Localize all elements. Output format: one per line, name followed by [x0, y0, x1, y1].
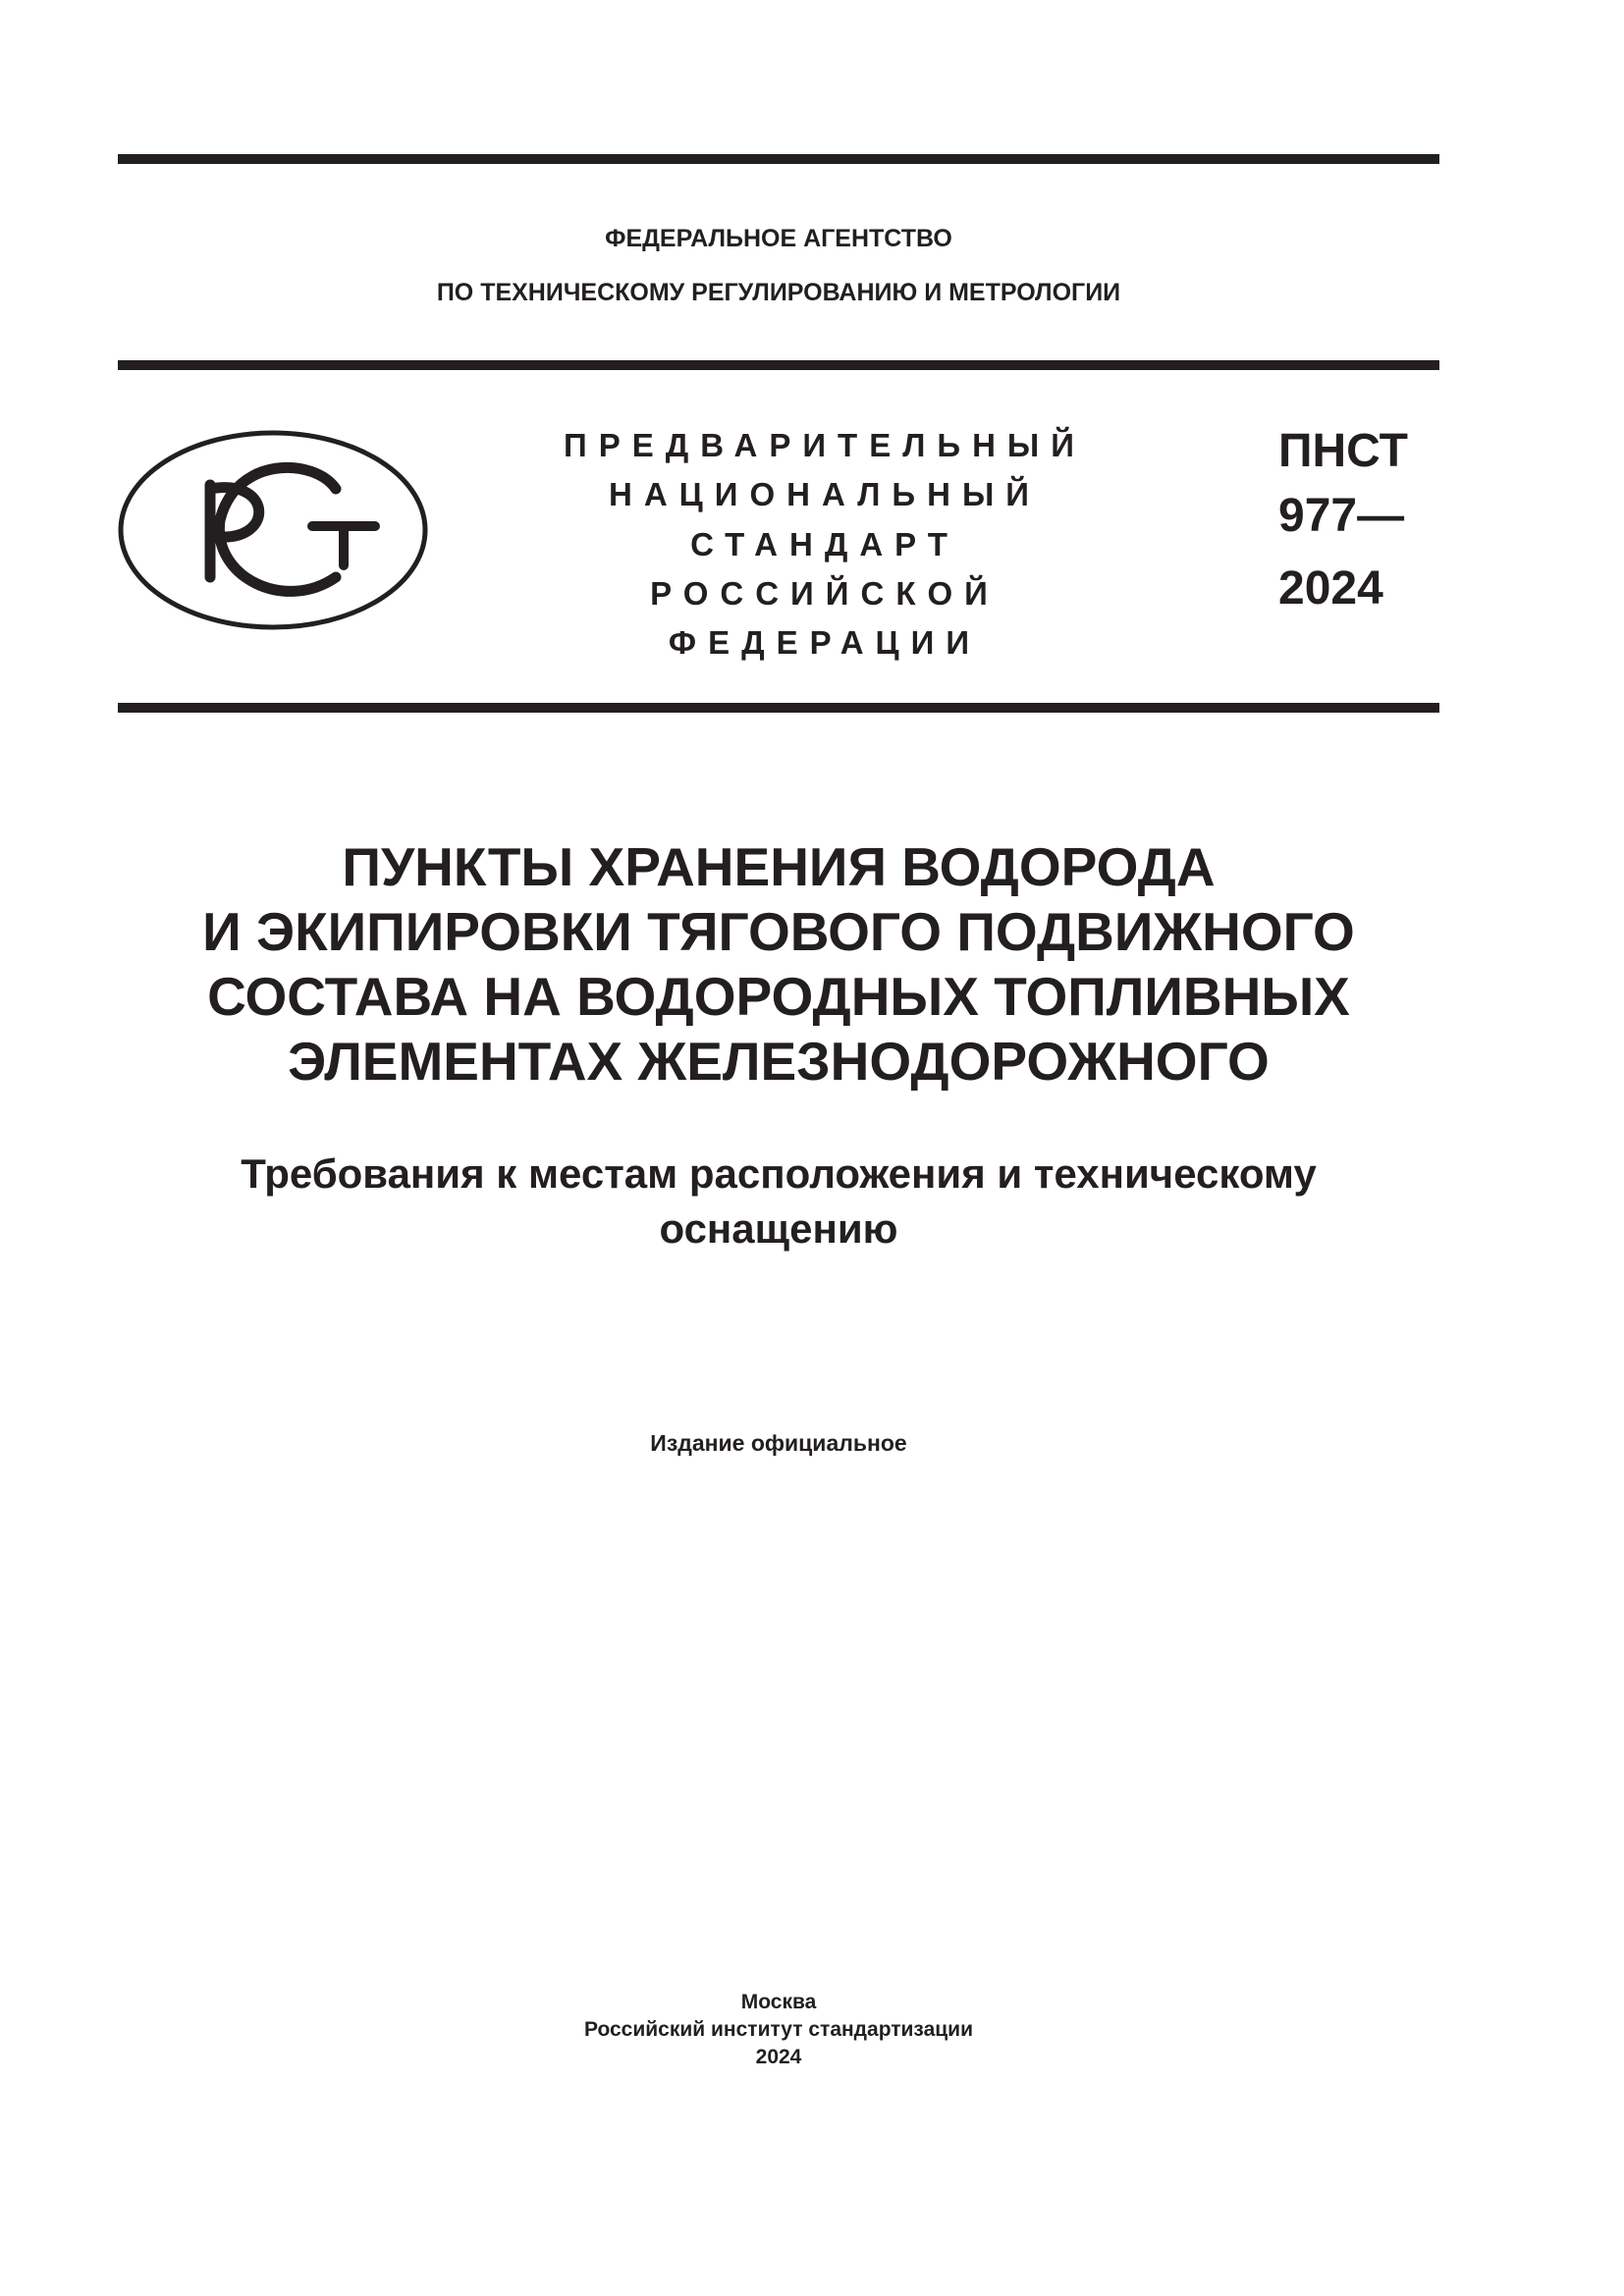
standard-type-line-2: НАЦИОНАЛЬНЫЙ: [609, 476, 1041, 512]
title-divider: [118, 703, 1439, 713]
imprint-year: 2024: [755, 2046, 802, 2068]
standard-type-line-3: СТАНДАРТ: [690, 526, 959, 562]
designation-line-1: ПНСТ: [1278, 425, 1408, 477]
standard-type-line-5: ФЕДЕРАЦИИ: [668, 624, 982, 661]
document-title: [118, 834, 1439, 1094]
edition-label: Издание официальное: [650, 1430, 907, 1456]
standard-type-line-1: ПРЕДВАРИТЕЛЬНЫЙ: [564, 427, 1086, 463]
title-line-4: ЭЛЕМЕНТАХ ЖЕЛЕЗНОДОРОЖНОГО: [288, 1031, 1270, 1092]
imprint-publisher: Российский институт стандартизации: [583, 2018, 974, 2041]
header-divider: [118, 360, 1439, 370]
rst-logo-icon: [118, 430, 428, 630]
imprint-city: Москва: [740, 1991, 817, 2013]
designation-line-3: 2024: [1278, 562, 1383, 614]
document-subtitle: [118, 1147, 1439, 1256]
imprint: [118, 1989, 1439, 2071]
agency-line-2: ПО ТЕХНИЧЕСКОМУ РЕГУЛИРОВАНИЮ И МЕТРОЛОГИИ: [436, 279, 1121, 306]
title-line-3: СОСТАВА НА ВОДОРОДНЫХ ТОПЛИВНЫХ: [207, 966, 1350, 1027]
title-line-1: ПУНКТЫ ХРАНЕНИЯ ВОДОРОДА: [342, 836, 1216, 897]
subtitle-line-2: оснащению: [659, 1205, 898, 1252]
standard-type-line-4: РОССИЙСКОЙ: [650, 575, 1000, 612]
top-divider: [118, 154, 1439, 164]
designation-line-2: 977—: [1278, 490, 1405, 542]
subtitle-line-1: Требования к местам расположения и техническому: [241, 1150, 1317, 1197]
title-line-2: И ЭКИПИРОВКИ ТЯГОВОГО ПОДВИЖНОГО: [202, 901, 1355, 962]
agency-line-1: ФЕДЕРАЛЬНОЕ АГЕНТСТВО: [605, 225, 952, 252]
